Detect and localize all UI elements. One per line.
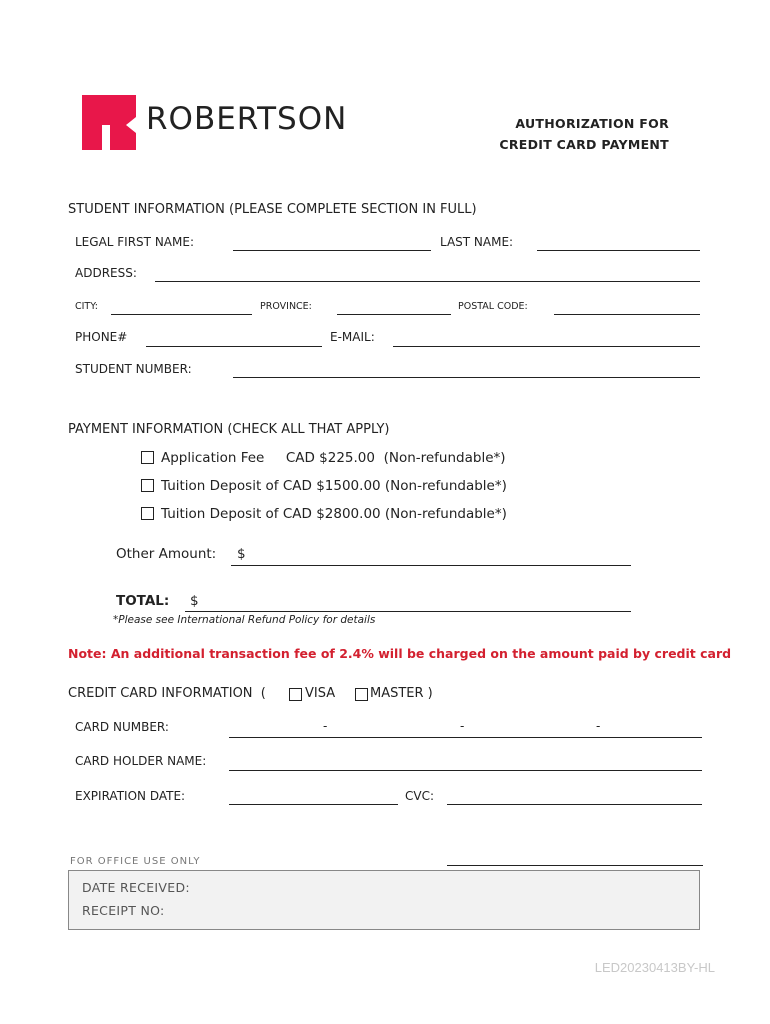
card-number-separator: - bbox=[596, 719, 601, 733]
student-number-label: STUDENT NUMBER: bbox=[75, 362, 192, 376]
city-label: CITY: bbox=[75, 301, 98, 312]
document-title-line2: CREDIT CARD PAYMENT bbox=[499, 137, 669, 152]
visa-checkbox[interactable] bbox=[289, 688, 302, 701]
other-amount-currency: $ bbox=[237, 546, 246, 562]
postal-code-label: POSTAL CODE: bbox=[458, 301, 528, 312]
deposit-1500-label: Tuition Deposit of CAD $1500.00 (Non-refundable*) bbox=[161, 478, 507, 494]
other-amount-field[interactable] bbox=[231, 565, 631, 566]
card-holder-label: CARD HOLDER NAME: bbox=[75, 754, 207, 768]
total-label: TOTAL: bbox=[116, 593, 170, 609]
master-checkbox[interactable] bbox=[355, 688, 368, 701]
master-label: MASTER ) bbox=[370, 686, 433, 701]
expiration-date-field[interactable] bbox=[229, 804, 398, 805]
email-field[interactable] bbox=[393, 346, 700, 347]
card-number-separator: - bbox=[460, 719, 465, 733]
last-name-label: LAST NAME: bbox=[440, 235, 514, 249]
card-number-label: CARD NUMBER: bbox=[75, 720, 169, 734]
robertson-logo-icon bbox=[82, 95, 136, 150]
application-fee-checkbox[interactable] bbox=[141, 451, 154, 464]
card-number-field[interactable] bbox=[229, 737, 702, 738]
document-title bbox=[499, 113, 669, 155]
cvc-label: CVC: bbox=[405, 789, 435, 803]
total-currency: $ bbox=[190, 593, 199, 609]
brand-name: ROBERTSON bbox=[146, 101, 348, 137]
phone-label: PHONE# bbox=[75, 330, 128, 344]
deposit-2800-checkbox[interactable] bbox=[141, 507, 154, 520]
document-title-line1: AUTHORIZATION FOR bbox=[515, 116, 669, 131]
date-received-label: DATE RECEIVED: bbox=[82, 880, 190, 895]
signature-line[interactable] bbox=[447, 865, 703, 866]
address-label: ADDRESS: bbox=[75, 266, 137, 280]
transaction-fee-note: Note: An additional transaction fee of 2.4% will be charged on the amount paid by credit card bbox=[68, 646, 732, 661]
deposit-2800-label: Tuition Deposit of CAD $2800.00 (Non-refundable*) bbox=[161, 506, 507, 522]
province-label: PROVINCE: bbox=[260, 301, 312, 312]
address-field[interactable] bbox=[155, 281, 700, 282]
postal-code-field[interactable] bbox=[554, 314, 700, 315]
other-amount-label: Other Amount: bbox=[116, 546, 217, 562]
card-holder-field[interactable] bbox=[229, 770, 702, 771]
phone-field[interactable] bbox=[146, 346, 322, 347]
total-field[interactable] bbox=[185, 611, 631, 612]
refund-policy-footnote: *Please see International Refund Policy for details bbox=[113, 614, 376, 626]
deposit-1500-checkbox[interactable] bbox=[141, 479, 154, 492]
card-number-separator: - bbox=[323, 719, 328, 733]
receipt-no-label: RECEIPT NO: bbox=[82, 903, 165, 918]
payment-section-title: PAYMENT INFORMATION (CHECK ALL THAT APPLY) bbox=[68, 422, 390, 437]
office-use-label: FOR OFFICE USE ONLY bbox=[70, 856, 201, 867]
visa-label: VISA bbox=[305, 686, 336, 701]
last-name-field[interactable] bbox=[537, 250, 700, 251]
expiration-date-label: EXPIRATION DATE: bbox=[75, 789, 186, 803]
card-section-title: CREDIT CARD INFORMATION ( bbox=[68, 686, 266, 701]
first-name-field[interactable] bbox=[233, 250, 431, 251]
email-label: E-MAIL: bbox=[330, 330, 375, 344]
cvc-field[interactable] bbox=[447, 804, 702, 805]
student-section-title: STUDENT INFORMATION (PLEASE COMPLETE SECTION IN FULL) bbox=[68, 202, 477, 217]
province-field[interactable] bbox=[337, 314, 451, 315]
student-number-field[interactable] bbox=[233, 377, 700, 378]
office-use-box bbox=[68, 870, 700, 930]
document-code: LED20230413BY-HL bbox=[594, 960, 715, 975]
application-fee-label: Application Fee CAD $225.00 (Non-refundable*) bbox=[161, 450, 506, 466]
first-name-label: LEGAL FIRST NAME: bbox=[75, 235, 194, 249]
city-field[interactable] bbox=[111, 314, 252, 315]
